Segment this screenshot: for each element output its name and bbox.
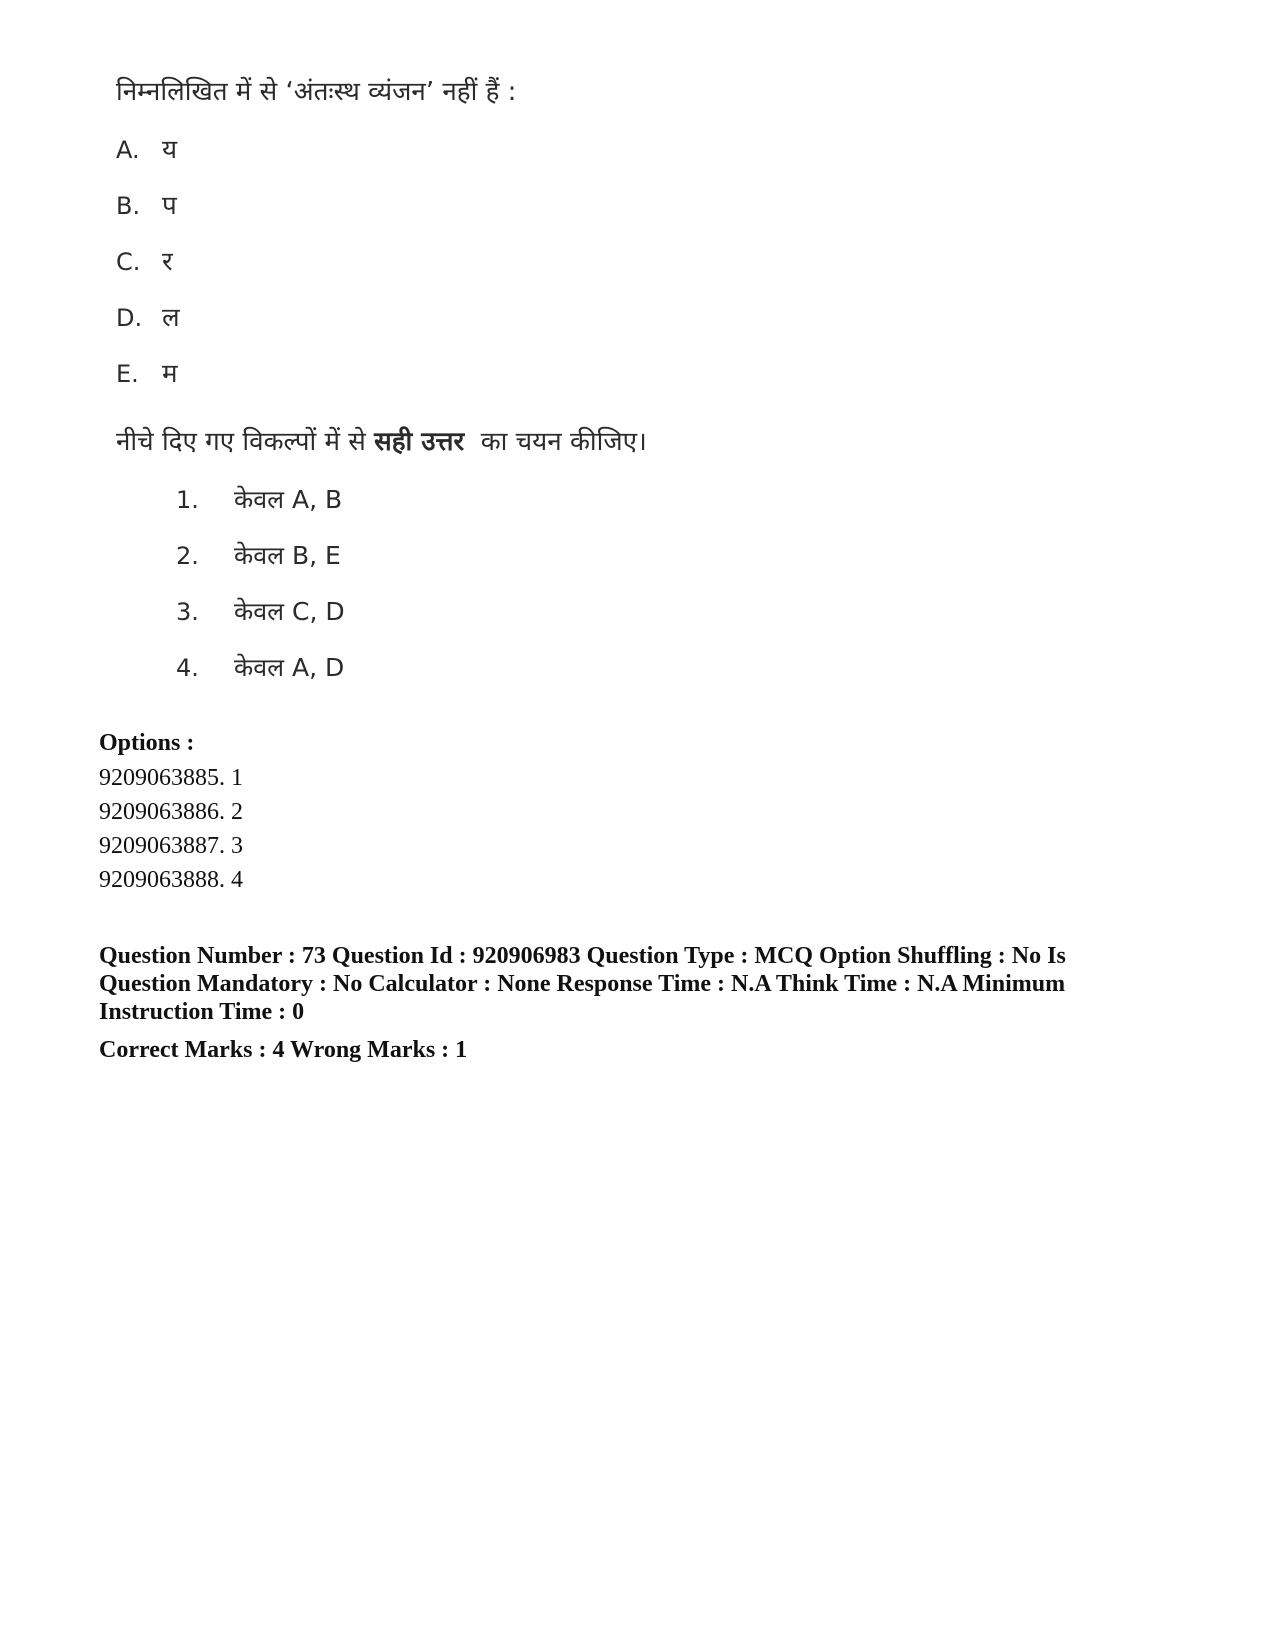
option-id-item: 9209063887. 3 (99, 833, 243, 859)
choice-text: प (162, 191, 177, 221)
option-id-item: 9209063886. 2 (99, 799, 243, 825)
choice-text: ल (162, 303, 180, 333)
answer-option-1 (176, 480, 342, 520)
choice-a (116, 130, 177, 170)
answer-text: केवल C, D (234, 597, 345, 626)
answer-instruction (116, 422, 647, 462)
choice-letter: D. (116, 304, 143, 332)
answer-number: 3. (176, 598, 199, 626)
answer-text: केवल A, B (234, 485, 343, 514)
answer-text: केवल A, D (234, 653, 345, 682)
choice-e (116, 354, 178, 394)
choice-text: य (162, 135, 178, 165)
answer-text: केवल B, E (234, 541, 341, 570)
question-stem: निम्नलिखित में से ‘अंतःस्थ व्यंजन’ नहीं हैं : (116, 77, 517, 107)
choice-letter: E. (116, 360, 139, 388)
options-label: Options : (99, 730, 195, 756)
option-id-item: 9209063888. 4 (99, 867, 243, 893)
question-image-block (116, 72, 1016, 682)
option-id-item: 9209063885. 1 (99, 765, 243, 791)
choice-letter: C. (116, 248, 141, 276)
choice-letter: A. (116, 136, 140, 164)
choice-d (116, 298, 180, 338)
choice-letter: B. (116, 192, 141, 220)
question-info-line: Instruction Time : 0 (99, 999, 305, 1025)
instruction-bold: सही उत्तर (374, 427, 465, 457)
choice-text: म (162, 359, 178, 389)
question-info-line: Question Mandatory : No Calculator : None Response Time : N.A Think Time : N.A Minimum (99, 971, 1066, 997)
question-info-line: Question Number : 73 Question Id : 920906983 Question Type : MCQ Option Shuffling : No Is (99, 943, 1066, 969)
choice-b (116, 186, 177, 226)
choice-text: र (162, 247, 173, 277)
answer-number: 4. (176, 654, 199, 682)
instruction-post: का चयन कीजिए। (464, 427, 647, 457)
question-info (99, 942, 1119, 1026)
answer-number: 2. (176, 542, 199, 570)
answer-option-4 (176, 648, 344, 688)
answer-number: 1. (176, 486, 199, 514)
instruction-pre: नीचे दिए गए विकल्पों में से (116, 427, 375, 457)
choice-c (116, 242, 173, 282)
answer-option-2 (176, 536, 341, 576)
marks-info: Correct Marks : 4 Wrong Marks : 1 (99, 1037, 468, 1063)
answer-option-3 (176, 592, 345, 632)
options-list (99, 761, 243, 897)
